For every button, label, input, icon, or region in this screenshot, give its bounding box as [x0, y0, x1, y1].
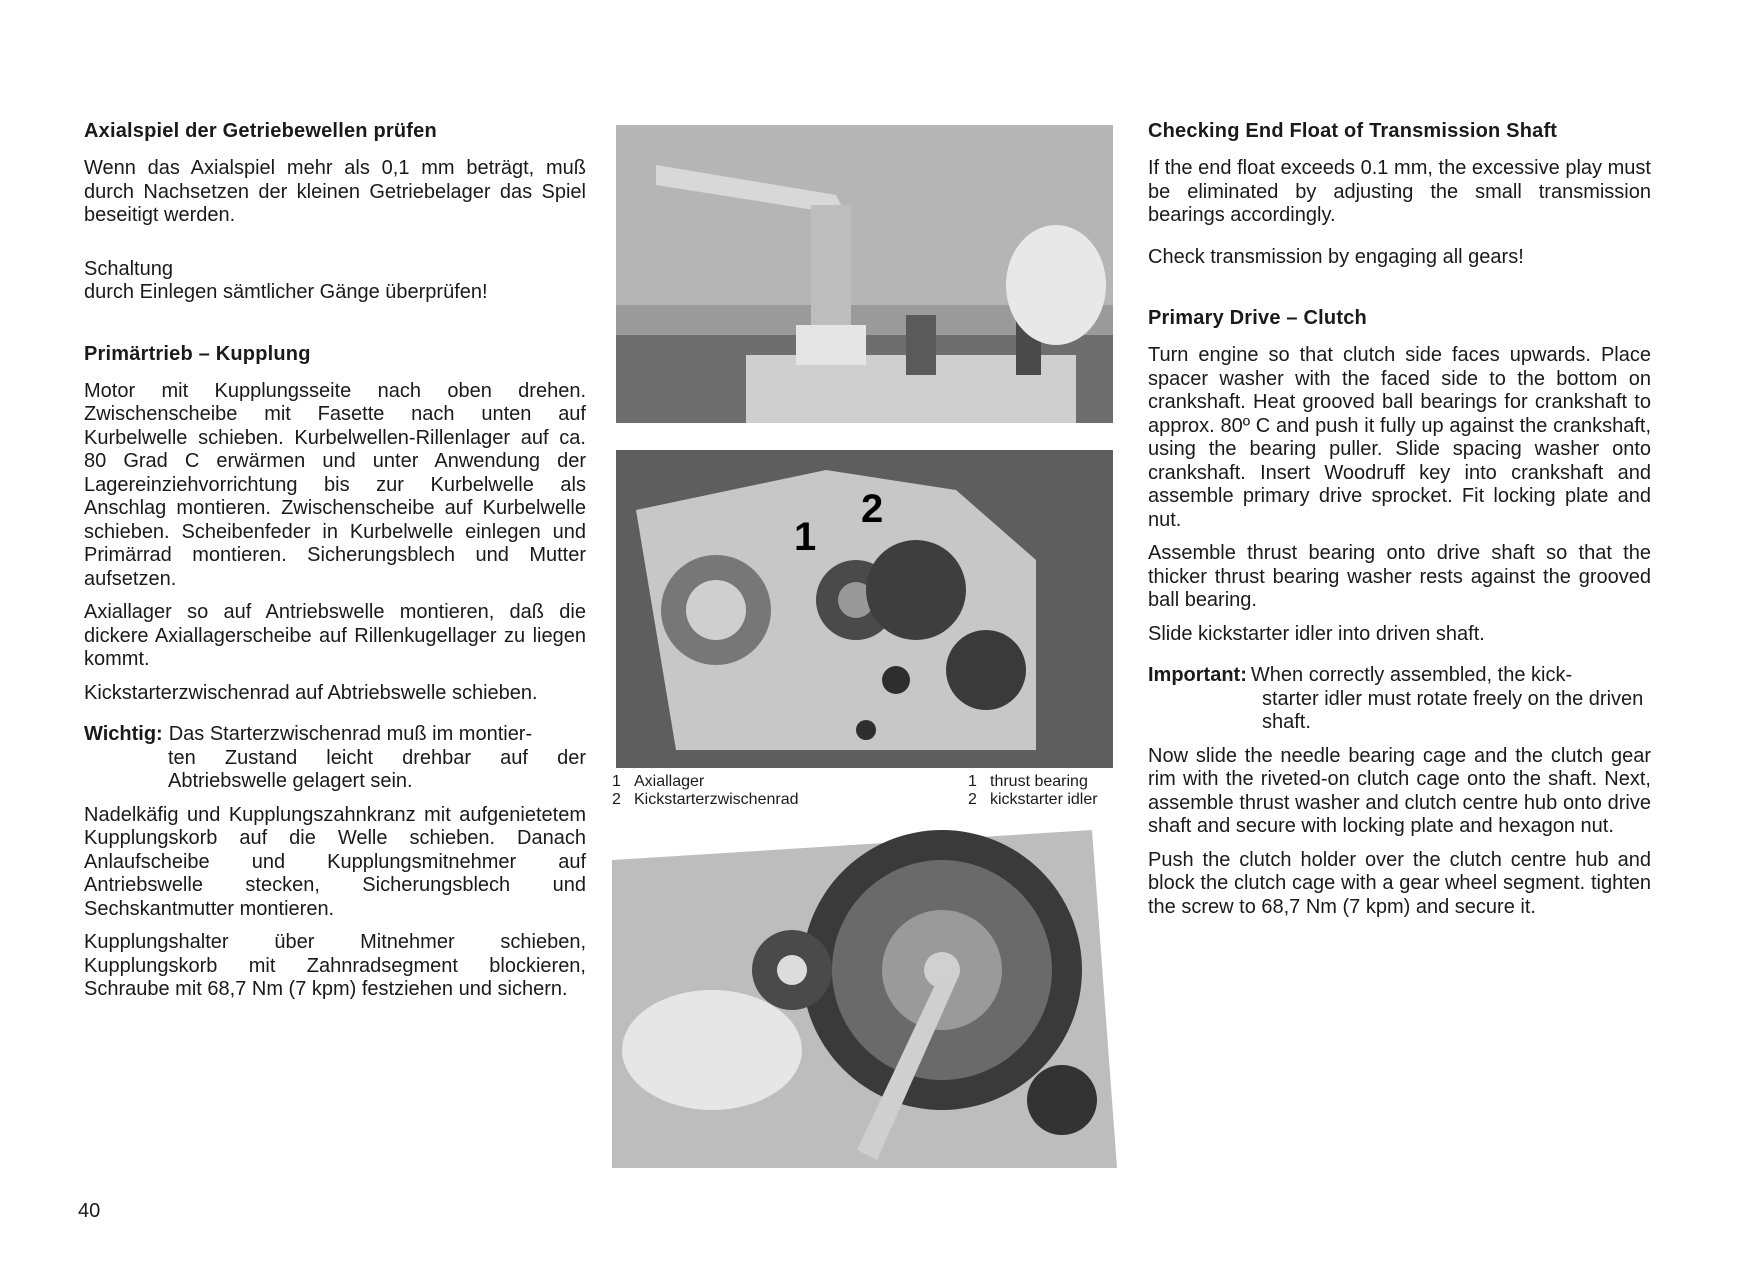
heading-primaertrieb: Primärtrieb – Kupplung: [84, 342, 311, 365]
page-number: 40: [78, 1200, 101, 1222]
paragraph-primary-drive-3: Slide kickstarter idler into driven shaft.: [1148, 622, 1485, 645]
marker-1: 1: [794, 515, 817, 559]
note-wichtig: [84, 723, 586, 794]
caption-en-2: 2 kickstarter idler: [968, 791, 1098, 808]
schaltung-label: Schaltung: [84, 257, 173, 280]
caption-de-2: 2 Kickstarterzwischenrad: [612, 791, 799, 808]
note-important: [1148, 664, 1651, 735]
note-wichtig-rest: ten Zustand leicht drehbar auf der Abtriebswelle gelagert sein.: [168, 746, 586, 792]
photo-gearbox-open: [616, 450, 1113, 768]
note-important-rest: starter idler must rotate freely on the driven shaft.: [1262, 687, 1644, 733]
heading-primary-drive: Primary Drive – Clutch: [1148, 307, 1367, 329]
photo-clutch-holder: [612, 820, 1117, 1168]
captions-german: [612, 773, 799, 809]
captions-english: [968, 773, 1098, 809]
paragraph-axialspiel: Wenn das Axialspiel mehr als 0,1 mm beträgt, muß durch Nachsetzen der kleinen Getriebelager das Spiel beseitigt werden.: [84, 157, 586, 226]
schaltung-text: durch Einlegen sämtlicher Gänge überprüfen!: [84, 281, 488, 303]
paragraph-primaertrieb-2: Axiallager so auf Antriebswelle montieren, daß die dickere Axiallagerscheibe auf Rillenkugellager zu liegen kommt.: [84, 601, 586, 670]
german-column: [84, 120, 586, 1002]
marker-2: 2: [861, 487, 884, 531]
note-important-label: Important:: [1148, 664, 1247, 686]
photo-clutch-drawing: [612, 820, 1117, 1168]
paragraph-check-transmission: Check transmission by engaging all gears!: [1148, 245, 1524, 268]
note-wichtig-first-line: Das Starterzwischenrad muß im montier-: [168, 723, 533, 745]
paragraph-primaertrieb-5: Kupplungshalter über Mitnehmer schieben, Kupplungskorb mit Zahnradsegment blockieren, Schraube mit 68,7 Nm (7 kpm) festziehen und sichern.: [84, 931, 586, 1000]
paragraph-primary-drive-5: Push the clutch holder over the clutch centre hub and block the clutch cage with a gear wheel segment. tighten the screw to 68,7 Nm (7 kpm) and secure it.: [1148, 848, 1651, 918]
note-wichtig-label: Wichtig:: [84, 723, 163, 745]
photo-bearing-puller: [616, 125, 1113, 423]
heading-axialspiel: Axialspiel der Getriebewellen prüfen: [84, 120, 437, 142]
photo-bearing-puller-drawing: [616, 125, 1113, 423]
paragraph-primary-drive-2: Assemble thrust bearing onto drive shaft so that the thicker thrust bearing washer rests against the grooved ball bearing.: [1148, 542, 1651, 611]
paragraph-primaertrieb-4: Nadelkäfig und Kupplungszahnkranz mit aufgenietetem Kupplungskorb auf die Welle schieben. Danach Anlaufscheibe und Kupplungsmitnehmer auf Antriebswelle stecken, Sicherungsblech und Sechskantmutter montieren.: [84, 803, 586, 920]
note-important-first-line: When correctly assembled, the kick-: [1250, 664, 1573, 686]
heading-end-float: Checking End Float of Transmission Shaft: [1148, 120, 1558, 142]
caption-de-1: 1 Axiallager: [612, 773, 705, 790]
paragraph-primaertrieb-1: Motor mit Kupplungsseite nach oben drehen. Zwischenscheibe mit Fasette nach unten auf Kurbelwelle schieben. Kurbelwellen-Rillenlager auf ca. 80 Grad C erwärmen und unter Anwendung der Lagereinziehvorrichtung bis zur Kurbelwelle als Anschlag montieren. Zwischenscheibe auf Kurbelwelle schieben. Scheibenfeder in Kurbelwelle einlegen und Primärrad montieren. Sicherungsblech und Mutter aufsetzen.: [84, 379, 586, 590]
paragraph-primary-drive-1: Turn engine so that clutch side faces upwards. Place spacer washer with the faced side to the bottom on crankshaft. Heat grooved ball bearings for crankshaft to approx. 80º C and push it fully up against the crankshaft, using the bearing puller. Slide spacing washer onto crankshaft. Insert Woodruff key into crankshaft and assemble primary drive sprocket. Fit locking plate and nut.: [1148, 344, 1651, 531]
paragraph-end-float: If the end float exceeds 0.1 mm, the excessive play must be eliminated by adjusting the small transmission bearings accordingly.: [1148, 157, 1651, 226]
photo-gearbox-drawing: [616, 450, 1113, 768]
caption-en-1: 1 thrust bearing: [968, 773, 1088, 790]
english-column: [1148, 120, 1651, 919]
paragraph-primaertrieb-3: Kickstarterzwischenrad auf Abtriebswelle schieben.: [84, 681, 538, 704]
paragraph-primary-drive-4: Now slide the needle bearing cage and the clutch gear rim with the riveted-on clutch cage onto the shaft. Next, assemble thrust washer and clutch centre hub onto drive shaft and secure with locking plate and hexagon nut.: [1148, 744, 1651, 837]
